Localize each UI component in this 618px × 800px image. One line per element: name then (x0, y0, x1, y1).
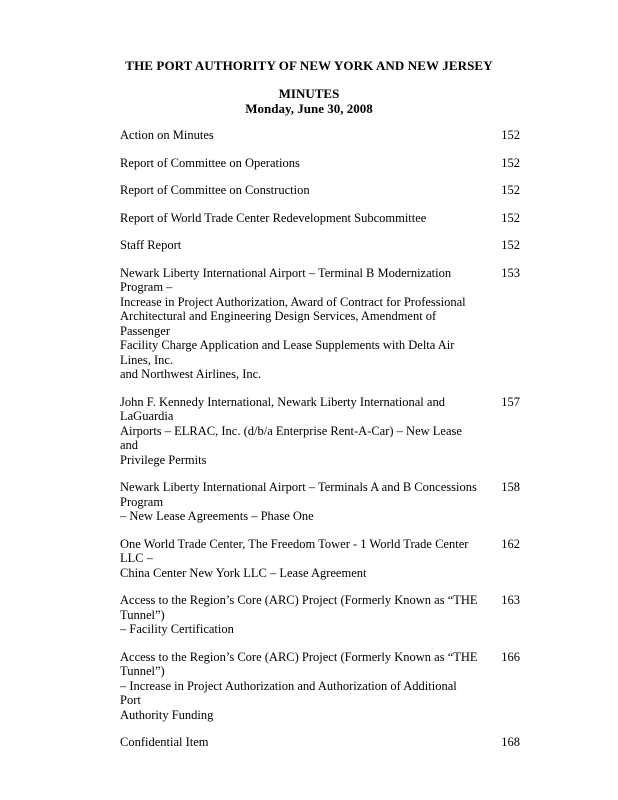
toc-item-page: 162 (501, 536, 520, 551)
toc-item (120, 593, 520, 637)
toc-item-page: 163 (501, 593, 520, 607)
toc-item (120, 266, 520, 382)
toc-item-page: 153 (501, 265, 520, 280)
toc-item-page: 152 (501, 128, 520, 142)
toc-item-text: Access to the Region’s Core (ARC) Project (Formerly Known as “THE Tunnel”) – Facility Certification (120, 593, 478, 636)
toc-item-text: Newark Liberty International Airport – Terminals A and B Concessions Program – New Lease Agreements – Phase One (120, 480, 477, 523)
toc-item-page: 152 (501, 183, 520, 197)
toc-item (120, 156, 520, 171)
toc-item (120, 238, 520, 253)
toc-item-text: Report of Committee on Operations (120, 155, 300, 170)
toc-item-page: 157 (501, 394, 520, 409)
table-of-contents (120, 128, 520, 763)
toc-item-text: Newark Liberty International Airport – Terminal B Modernization Program – Increase in Project Authorization, Award of Contract for Professional Architectural and Engineering Design Services, Amendment of Passenger Facility Charge Application and Lease Supplements with Delta Air Lines, Inc. and Northwest Airlines, Inc. (120, 265, 466, 381)
toc-item (120, 735, 520, 750)
toc-item-page: 168 (501, 735, 520, 749)
toc-item-text: John F. Kennedy International, Newark Liberty International and LaGuardia Airports – ELRAC, Inc. (d/b/a Enterprise Rent-A-Car) – New Lease and Privilege Permits (120, 394, 462, 467)
toc-item-text: One World Trade Center, The Freedom Tower - 1 World Trade Center LLC – China Center New York LLC – Lease Agreement (120, 536, 469, 580)
toc-item-text: Access to the Region’s Core (ARC) Project (Formerly Known as “THE Tunnel”) – Increase in Project Authorization and Authorization of Additional Port Authority Funding (120, 649, 478, 722)
organization-title: THE PORT AUTHORITY OF NEW YORK AND NEW JERSEY (125, 58, 493, 73)
toc-item (120, 128, 520, 143)
toc-item-text: Action on Minutes (120, 128, 214, 142)
toc-item-page: 166 (501, 649, 520, 664)
toc-item-page: 152 (501, 155, 520, 170)
toc-item (120, 183, 520, 198)
document-title: MINUTES (278, 86, 340, 101)
toc-item (120, 650, 520, 723)
toc-item (120, 480, 520, 524)
toc-item-text: Report of World Trade Center Redevelopment Subcommittee (120, 210, 427, 225)
document-date: Monday, June 30, 2008 (245, 101, 373, 116)
toc-item (120, 537, 520, 581)
toc-item-text: Staff Report (120, 238, 182, 252)
toc-item-page: 158 (501, 480, 520, 494)
toc-item-text: Report of Committee on Construction (120, 183, 310, 197)
toc-item-page: 152 (501, 238, 520, 252)
toc-item-page: 152 (501, 210, 520, 225)
toc-item (120, 211, 520, 226)
toc-item (120, 395, 520, 468)
toc-item-text: Confidential Item (120, 735, 209, 749)
